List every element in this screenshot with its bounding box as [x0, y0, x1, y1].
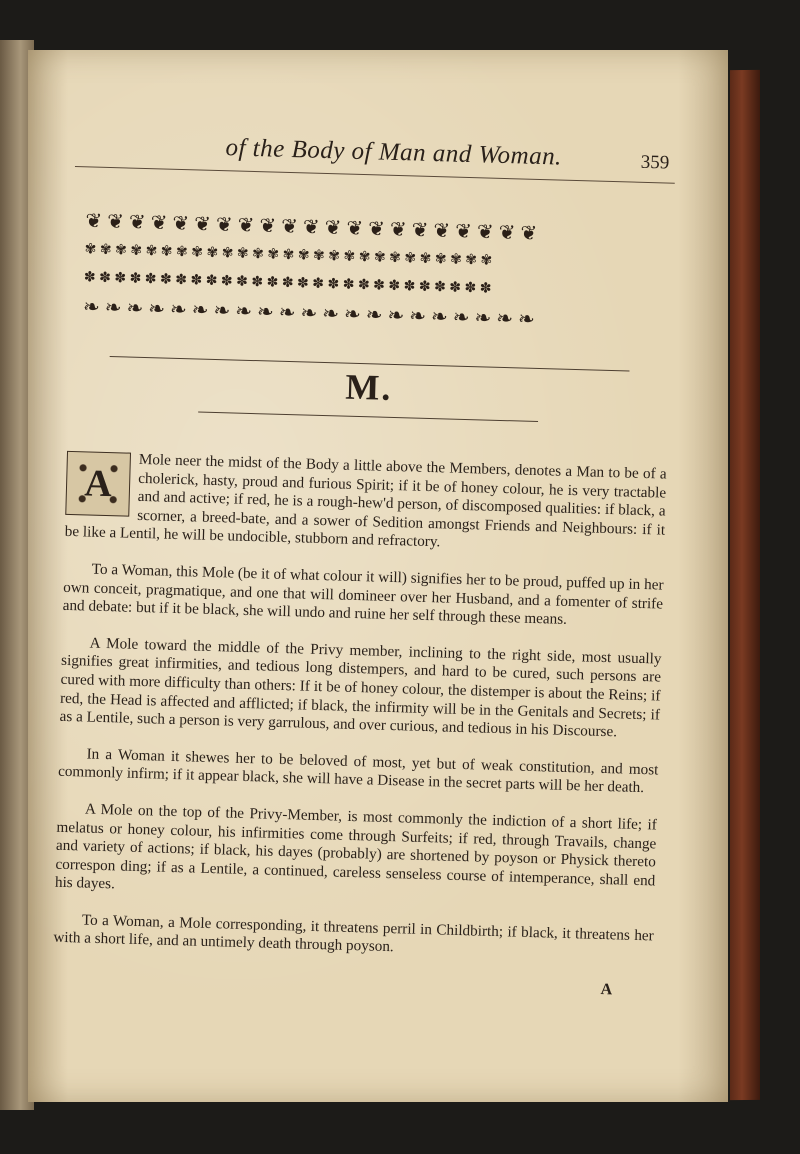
ornament-row: ❧ ❧ ❧ ❧ ❧ ❧ ❧ ❧ ❧ ❧ ❧ ❧ ❧ ❧ ❧ ❧ ❧ ❧ ❧ ❧ ❧: [82, 296, 536, 331]
ornament-row: ❦ ❦ ❦ ❦ ❦ ❦ ❦ ❦ ❦ ❦ ❦ ❦ ❦ ❦ ❦ ❦ ❦ ❦ ❦ ❦ ❦: [85, 210, 538, 246]
divider-rule: [198, 412, 538, 422]
page-number: 359: [640, 151, 670, 174]
paragraph: In a Woman it shewes her to be beloved of most, yet but of weak constitution, and most commonly infirm; if it appear black, she will have a Disease in the secret parts will be her death.: [57, 745, 659, 797]
paragraph: A Mole toward the middle of the Privy member, inclining to the right side, most usually signifies great infirmities, and tedious long distempers, and hard to be cured, such persons are cured with more difficulty than others: If it be of honey colour, the distemper is about the Reins; if red, the Head is affected and afflicted; if black, the infirmity will be in the Genitals and Secrets; if as a Lentile, such a person is very garrulous, and over curious, and tedious in his Discourse.: [59, 634, 662, 741]
decorated-initial: [65, 451, 131, 517]
book-page: [28, 50, 728, 1102]
page-content: [52, 130, 676, 1001]
paragraph: To a Woman, this Mole (be it of what colour it will) signifies her to be proud, puffed up in her own conceit, pragmatique, and one that will domineer over her Husband, and a fomenter of strife and debate: but if it be black, she will undo and ruine her self through these means.: [62, 560, 664, 629]
headpiece-ornament: [83, 209, 662, 335]
running-title: of the Body of Man and Woman.: [225, 134, 563, 171]
paragraph: A Mole on the top of the Privy-Member, is most commonly the indiction of a short life; if melatus or honey colour, his infirmities come through Surfeits; if red, through Travails, change and variety of actions; if black, his dayes (probably) are shortened by poyson or Physick thereto correspon ding; if as a Lentile, a continued, careless senseless course of intemperance, shall end his dayes.: [54, 800, 658, 893]
section-letter: M.: [344, 366, 393, 408]
running-head: [75, 130, 676, 184]
paragraph: To a Woman, a Mole corresponding, it threatens perril in Childbirth; if black, it threatens her with a short life, and an untimely death through poyson.: [53, 911, 654, 956]
ornament-row: ✽ ✽ ✽ ✽ ✽ ✽ ✽ ✽ ✽ ✽ ✽ ✽ ✽ ✽ ✽ ✽ ✽ ✽ ✽ ✽ ✽ ✽ ✽ ✽ ✽ ✽ ✽: [83, 270, 492, 297]
body-text: [52, 449, 667, 1001]
initial-letter: A: [83, 462, 113, 506]
paragraph: [64, 449, 666, 559]
paragraph-text: Mole neer the midst of the Body a little above the Members, denotes a Man to be of a cholerick, hasty, proud and furious Spirit; if it be of honey colour, he is very tractable and and active; if red, he is a rough-hew'd person, of discomposed qualities: if black, a scorner, a breed-bate, and a sower of Sedition amongst Friends and Neighbours: if it be like a Lentil, he will be undocible, stubborn and refractory.: [64, 450, 667, 551]
book-cover-edge: [730, 70, 760, 1100]
catchword: A: [600, 981, 613, 999]
ornament-row: ✾ ✾ ✾ ✾ ✾ ✾ ✾ ✾ ✾ ✾ ✾ ✾ ✾ ✾ ✾ ✾ ✾ ✾ ✾ ✾ ✾ ✾ ✾ ✾ ✾ ✾ ✾: [84, 242, 493, 269]
